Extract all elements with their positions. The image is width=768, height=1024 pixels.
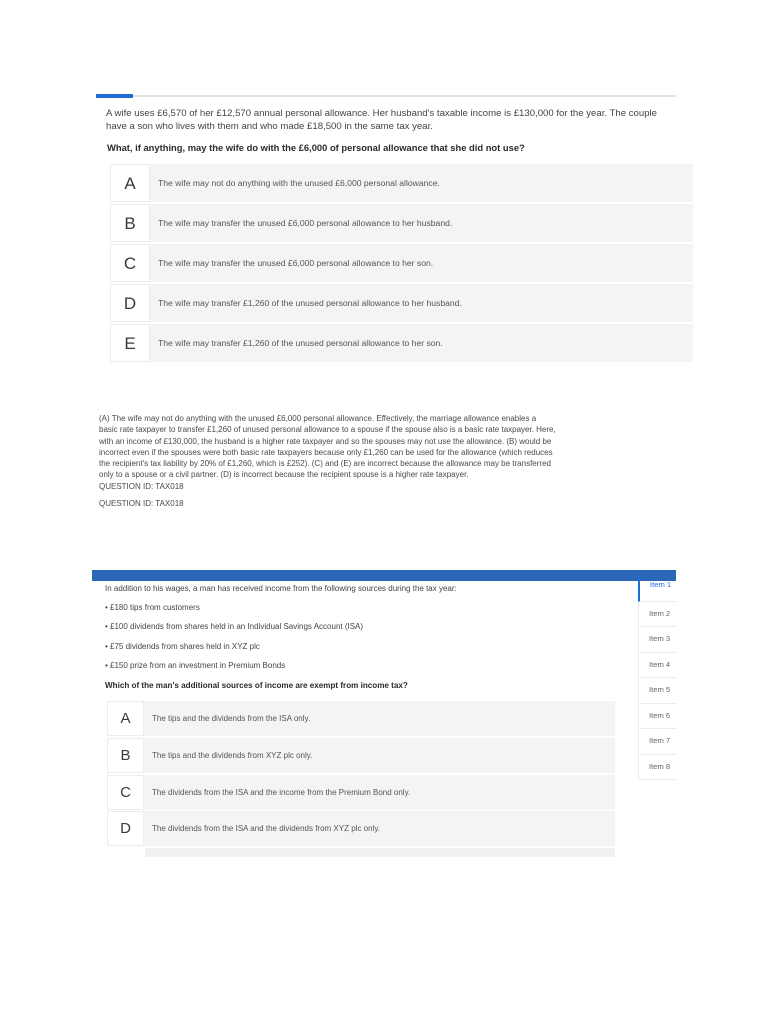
question-id-inline: QUESTION ID: TAX018 — [99, 481, 184, 491]
question1-divider — [96, 95, 676, 97]
nav-item-7[interactable]: Item 7 — [638, 729, 676, 755]
option-text: The wife may transfer the unused £6,000 personal allowance to her husband. — [150, 204, 693, 242]
question2-stem: In addition to his wages, a man has received income from the following sources during the tax year: — [105, 584, 457, 593]
item-navigator — [638, 576, 676, 780]
option-letter: C — [107, 775, 144, 810]
question1-stem: A wife uses £6,570 of her £12,570 annual personal allowance. Her husband's taxable income is £130,000 for the year. The couple have a son who lives with them and who made £18,500 in the same tax year. — [106, 108, 657, 132]
income-source-item: • £150 prize from an investment in Premium Bonds — [105, 661, 286, 670]
question2-option-c[interactable] — [107, 775, 615, 810]
question2-option-b[interactable] — [107, 738, 615, 773]
option-text: The dividends from the ISA and the dividends from XYZ plc only. — [144, 811, 615, 846]
option-letter: B — [110, 204, 150, 242]
nav-item-4[interactable]: Item 4 — [638, 653, 676, 679]
option-letter: A — [107, 701, 144, 736]
income-source-item: • £180 tips from customers — [105, 603, 200, 612]
option-text: The tips and the dividends from the ISA only. — [144, 701, 615, 736]
option-text: The wife may transfer £1,260 of the unused personal allowance to her son. — [150, 324, 693, 362]
nav-item-3[interactable]: Item 3 — [638, 627, 676, 653]
explanation-line: basic rate taxpayer to transfer £1,260 of unused personal allowance to a spouse if the spouse also is a basic rate taxpayer. Here, — [99, 425, 556, 435]
nav-item-5[interactable]: Item 5 — [638, 678, 676, 704]
option-letter: A — [110, 164, 150, 202]
question1-prompt: What, if anything, may the wife do with the £6,000 of personal allowance that she did not use? — [107, 142, 525, 153]
question-id: QUESTION ID: TAX018 — [99, 499, 184, 508]
income-source-item: • £75 dividends from shares held in XYZ plc — [105, 642, 260, 651]
option-letter: E — [110, 324, 150, 362]
explanation-line: only to a spouse or a civil partner. (D) is incorrect because the recipient spouse is a higher rate taxpayer. — [99, 470, 469, 480]
question1-option-c[interactable] — [110, 244, 693, 282]
explanation-line: the recipient's tax liability by 20% of £1,260, which is £252). (C) and (E) are incorrect because the allowance may be transferred — [99, 459, 551, 469]
option-text: The tips and the dividends from XYZ plc only. — [144, 738, 615, 773]
option-text: The wife may not do anything with the unused £6,000 personal allowance. — [150, 164, 693, 202]
question1-option-a[interactable] — [110, 164, 693, 202]
question2-prompt: Which of the man's additional sources of income are exempt from income tax? — [105, 681, 408, 690]
nav-item-2[interactable]: Item 2 — [638, 602, 676, 628]
question1-option-d[interactable] — [110, 284, 693, 322]
option-text: The dividends from the ISA and the income from the Premium Bond only. — [144, 775, 615, 810]
question2-header-bar — [92, 570, 676, 581]
option-letter: D — [107, 811, 144, 846]
explanation-line: incorrect even if the spouses were both basic rate taxpayers because only £1,260 can be used for the allowance (which reduces — [99, 447, 553, 457]
answer-explanation — [99, 413, 584, 492]
option-text: The wife may transfer £1,260 of the unused personal allowance to her husband. — [150, 284, 693, 322]
explanation-line: (A) The wife may not do anything with the unused £6,000 personal allowance. Effectively, the marriage allowance enables a — [99, 414, 537, 423]
nav-item-1[interactable]: Item 1 — [638, 576, 676, 602]
option-list-footer — [145, 848, 615, 857]
option-letter: C — [110, 244, 150, 282]
question2-option-d[interactable] — [107, 811, 615, 846]
explanation-line: with an income of £130,000, the husband is a higher rate taxpayer and so the spouses may not use the allowance. (B) would be — [99, 436, 552, 446]
nav-item-8[interactable]: Item 8 — [638, 755, 676, 781]
question1-option-e[interactable] — [110, 324, 693, 362]
question2-option-a[interactable] — [107, 701, 615, 736]
nav-item-6[interactable]: Item 6 — [638, 704, 676, 730]
option-text: The wife may transfer the unused £6,000 personal allowance to her son. — [150, 244, 693, 282]
question1-option-b[interactable] — [110, 204, 693, 242]
option-letter: B — [107, 738, 144, 773]
question1-accent-bar — [96, 94, 133, 98]
income-source-item: • £100 dividends from shares held in an Individual Savings Account (ISA) — [105, 622, 364, 631]
option-letter: D — [110, 284, 150, 322]
